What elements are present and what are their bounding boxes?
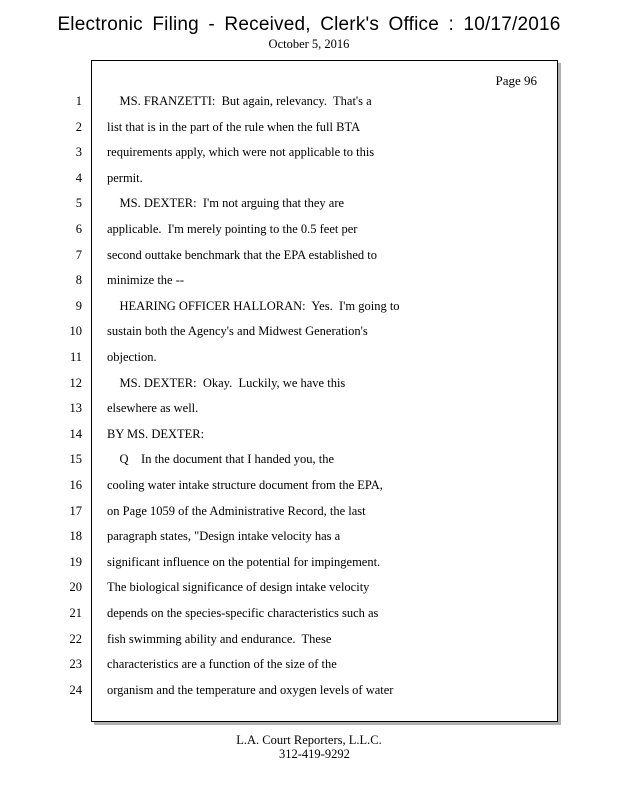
- line-number: 18: [69, 529, 82, 543]
- transcript-line-text: MS. DEXTER: I'm not arguing that they are: [107, 196, 345, 210]
- line-number: 5: [75, 196, 82, 210]
- line-number: 23: [69, 657, 82, 671]
- transcript-line-text: MS. DEXTER: Okay. Luckily, we have this: [107, 376, 346, 390]
- line-number: 24: [69, 683, 82, 697]
- page-number: Page 96: [495, 73, 537, 88]
- line-number: 22: [69, 632, 82, 646]
- transcript-line-text: minimize the --: [107, 273, 185, 287]
- transcript-line-text: requirements apply, which were not applicable to this: [107, 145, 375, 159]
- transcript-line-text: objection.: [107, 350, 157, 364]
- line-number: 19: [69, 555, 82, 569]
- transcript-line-text: The biological significance of design intake velocity: [107, 580, 370, 594]
- line-number: 13: [69, 401, 82, 415]
- transcript-line-text: on Page 1059 of the Administrative Record, the last: [107, 504, 366, 518]
- transcript-line-text: permit.: [107, 171, 143, 185]
- hearing-date: October 5, 2016: [268, 37, 350, 51]
- transcript-line-text: BY MS. DEXTER:: [107, 427, 205, 441]
- line-number: 2: [75, 120, 82, 134]
- line-number: 9: [75, 299, 82, 313]
- transcript-line-text: characteristics are a function of the size of the: [107, 657, 337, 671]
- line-number: 1: [75, 94, 82, 108]
- transcript-line-text: applicable. I'm merely pointing to the 0.5 feet per: [107, 222, 358, 236]
- transcript-line-text: list that is in the part of the rule when the full BTA: [107, 120, 361, 134]
- line-number: 3: [75, 145, 82, 159]
- transcript-line-text: sustain both the Agency's and Midwest Generation's: [107, 324, 368, 338]
- transcript-line-text: paragraph states, "Design intake velocity has a: [107, 529, 341, 543]
- transcript-line-text: fish swimming ability and endurance. These: [107, 632, 332, 646]
- electronic-filing-stamp: Electronic Filing - Received, Clerk's Office : 10/17/2016: [57, 14, 561, 35]
- transcript-line-text: organism and the temperature and oxygen levels of water: [107, 683, 394, 697]
- line-number: 17: [69, 504, 82, 518]
- transcript-line-text: HEARING OFFICER HALLORAN: Yes. I'm going to: [107, 299, 400, 313]
- line-number: 7: [75, 248, 82, 262]
- line-number: 8: [75, 273, 82, 287]
- transcript-line-text: Q In the document that I handed you, the: [107, 452, 335, 466]
- line-number: 6: [75, 222, 82, 236]
- line-number: 16: [69, 478, 82, 492]
- transcript-line-text: MS. FRANZETTI: But again, relevancy. That's a: [107, 94, 372, 108]
- line-number: 21: [69, 606, 82, 620]
- court-reporter-phone: 312-419-9292: [279, 747, 350, 761]
- line-number: 20: [69, 580, 82, 594]
- transcript-line-text: elsewhere as well.: [107, 401, 199, 415]
- transcript-line-text: depends on the species-specific characteristics such as: [107, 606, 379, 620]
- court-reporter-name: L.A. Court Reporters, L.L.C.: [236, 733, 382, 747]
- transcript-line-text: second outtake benchmark that the EPA established to: [107, 248, 377, 262]
- transcript-line-text: significant influence on the potential for impingement.: [107, 555, 381, 569]
- line-number: 10: [69, 324, 82, 338]
- line-number: 11: [69, 350, 82, 364]
- line-number: 4: [75, 171, 82, 185]
- line-number: 15: [69, 452, 82, 466]
- line-number: 12: [69, 376, 82, 390]
- transcript-line-text: cooling water intake structure document from the EPA,: [107, 478, 383, 492]
- line-number: 14: [69, 427, 82, 441]
